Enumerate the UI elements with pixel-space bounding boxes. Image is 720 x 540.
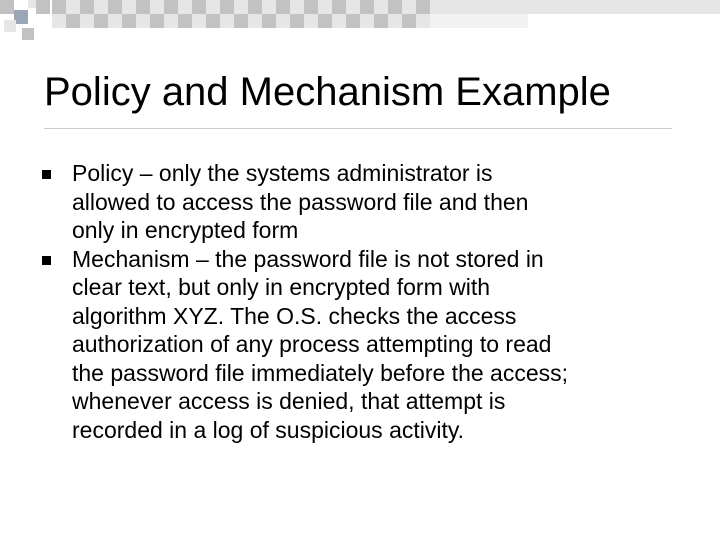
- decor-square: [52, 0, 66, 14]
- decor-square: [528, 0, 542, 14]
- decor-square: [514, 14, 528, 28]
- decor-square: [122, 14, 136, 28]
- decor-square: [178, 0, 192, 14]
- decor-square: [80, 0, 94, 14]
- decor-square: [234, 14, 248, 28]
- bullet-text: Policy – only the systems administrator is allowed to access the password file and then only in encrypted form: [72, 160, 529, 243]
- decor-square: [220, 14, 234, 28]
- square-bullet-icon: [42, 256, 51, 265]
- decorative-squares-banner: [0, 0, 720, 45]
- decor-square: [164, 14, 178, 28]
- decor-square: [430, 0, 444, 14]
- decor-square: [164, 0, 178, 14]
- decor-square: [192, 14, 206, 28]
- title-divider: [44, 128, 672, 129]
- decor-square: [374, 0, 388, 14]
- decor-square: [206, 14, 220, 28]
- decor-square: [360, 14, 374, 28]
- decor-square: [248, 14, 262, 28]
- decor-square: [304, 0, 318, 14]
- decor-square: [514, 0, 528, 14]
- decor-square: [36, 0, 50, 14]
- decor-square: [640, 0, 654, 14]
- decor-square: [402, 0, 416, 14]
- decor-square: [696, 0, 710, 14]
- decor-square: [52, 14, 66, 28]
- decor-square: [290, 14, 304, 28]
- decor-square: [150, 14, 164, 28]
- decor-square: [248, 0, 262, 14]
- decor-square: [346, 0, 360, 14]
- decor-square: [332, 0, 346, 14]
- decor-square: [318, 0, 332, 14]
- decor-square: [332, 14, 346, 28]
- slide-title: Policy and Mechanism Example: [44, 70, 611, 114]
- decor-square: [178, 14, 192, 28]
- decor-square: [192, 0, 206, 14]
- decor-square: [262, 14, 276, 28]
- decor-square: [458, 0, 472, 14]
- decor-square: [542, 0, 556, 14]
- decor-square: [668, 0, 682, 14]
- decor-square: [136, 14, 150, 28]
- decor-square: [304, 14, 318, 28]
- decor-square: [22, 28, 34, 40]
- decor-square: [346, 14, 360, 28]
- decor-square: [0, 0, 14, 14]
- decor-square: [598, 0, 612, 14]
- decor-square: [612, 0, 626, 14]
- square-bullet-icon: [42, 170, 51, 179]
- decor-square: [472, 14, 486, 28]
- decor-square: [500, 0, 514, 14]
- decor-square: [416, 14, 430, 28]
- decor-square: [416, 0, 430, 14]
- decor-square: [276, 14, 290, 28]
- decor-square: [262, 0, 276, 14]
- bullet-item-mechanism: [72, 245, 702, 445]
- decor-square: [472, 0, 486, 14]
- decor-square: [14, 10, 28, 24]
- decor-square: [486, 0, 500, 14]
- decor-square: [220, 0, 234, 14]
- decor-square: [28, 0, 36, 8]
- decor-square: [122, 0, 136, 14]
- decor-square: [4, 20, 16, 32]
- decor-square: [136, 0, 150, 14]
- decor-square: [444, 0, 458, 14]
- decor-square: [318, 14, 332, 28]
- decor-square: [626, 0, 640, 14]
- decor-square: [402, 14, 416, 28]
- decor-square: [430, 14, 444, 28]
- decor-square: [290, 0, 304, 14]
- bullet-list: [72, 159, 702, 444]
- decor-square: [108, 0, 122, 14]
- decor-square: [80, 14, 94, 28]
- decor-square: [710, 0, 720, 14]
- decor-square: [108, 14, 122, 28]
- decor-square: [388, 14, 402, 28]
- decor-square: [486, 14, 500, 28]
- decor-square: [458, 14, 472, 28]
- decor-square: [500, 14, 514, 28]
- bullet-item-policy: [72, 159, 702, 245]
- decor-square: [444, 14, 458, 28]
- decor-square: [374, 14, 388, 28]
- decor-square: [94, 0, 108, 14]
- decor-square: [66, 0, 80, 14]
- decor-square: [556, 0, 570, 14]
- decor-square: [682, 0, 696, 14]
- decor-square: [654, 0, 668, 14]
- decor-square: [360, 0, 374, 14]
- decor-square: [94, 14, 108, 28]
- bullet-text: Mechanism – the password file is not stored in clear text, but only in encrypted form with algorithm XYZ. The O.S. checks the access authorization of any process attempting to read the password file immediately before the access; whenever access is denied, that attempt is recorded in a log of suspicious activity.: [72, 245, 569, 443]
- decor-square: [276, 0, 290, 14]
- decor-square: [234, 0, 248, 14]
- decor-square: [206, 0, 220, 14]
- decor-square: [570, 0, 584, 14]
- decor-square: [150, 0, 164, 14]
- decor-square: [66, 14, 80, 28]
- decor-square: [584, 0, 598, 14]
- decor-square: [388, 0, 402, 14]
